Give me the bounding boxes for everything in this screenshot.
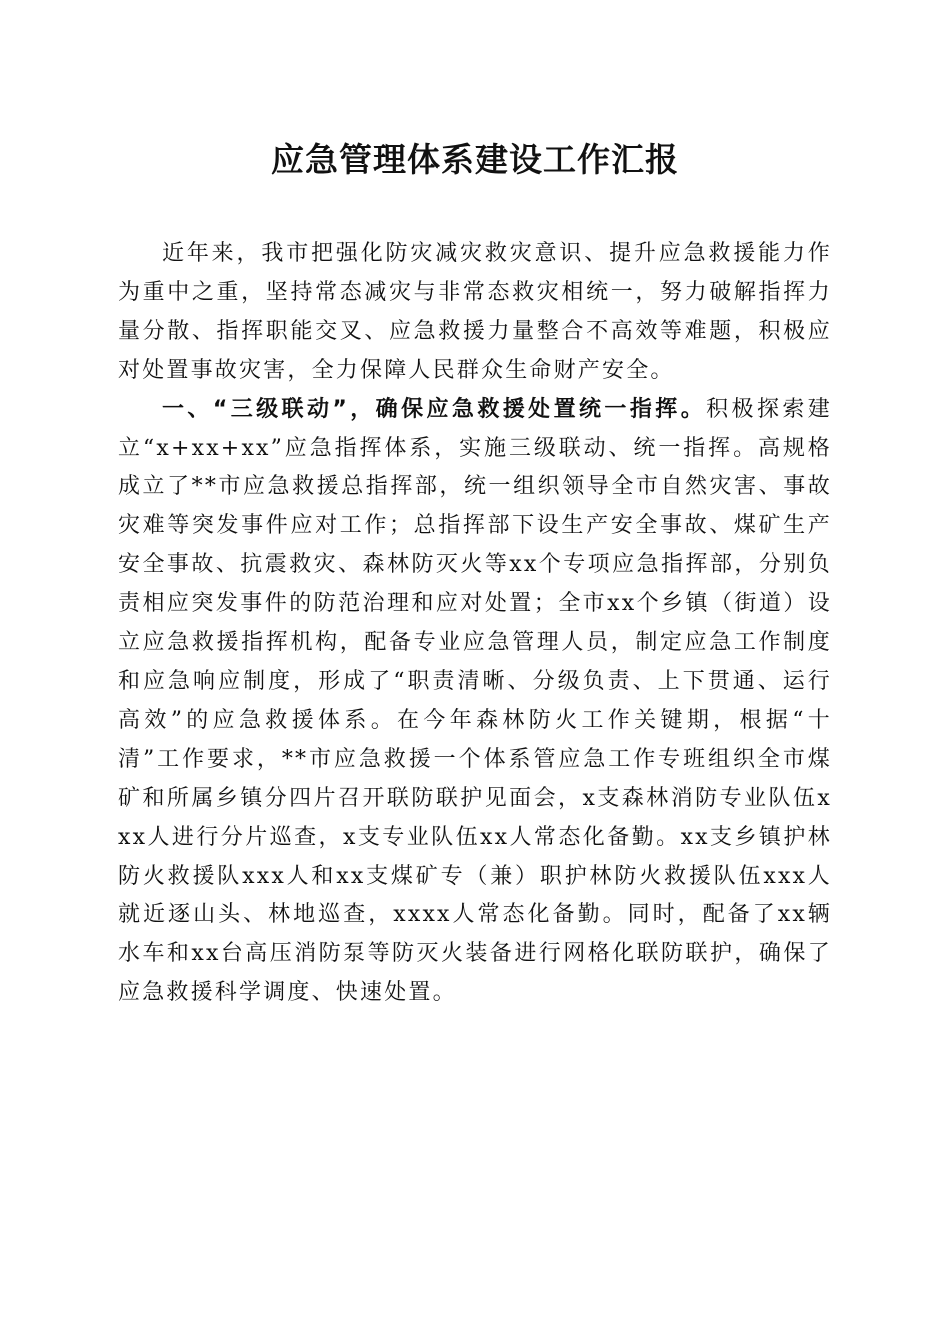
- section-1-heading: 一、“三级联动”，确保应急救援处置统一指挥。: [162, 396, 707, 422]
- document-title: 应急管理体系建设工作汇报: [271, 140, 679, 179]
- section-1-body: 积极探索建立“x+xx+xx”应急指挥体系，实施三级联动、统一指挥。高规格成立了**市应急救援总指挥部，统一组织领导全市自然灾害、事故灾难等突发事件应对工作；总指挥部下设生产安全事故、煤矿生产安全事故、抗震救灾、森林防灭火等xx个专项应急指挥部，分别负责相应突发事件的防范治理和应对处置；全市xx个乡镇（街道）设立应急救援指挥机构，配备专业应急管理人员，制定应急工作制度和应急响应制度，形成了“职责清晰、分级负责、上下贯通、运行高效”的应急救援体系。在今年森林防火工作关键期，根据“十清”工作要求，**市应急救援一个体系管应急工作专班组织全市煤矿和所属乡镇分四片召开联防联护见面会，x支森林消防专业队伍xxx人进行分片巡查，x支专业队伍xx人常态化备勤。xx支乡镇护林防火救援队xxx人和xx支煤矿专（兼）职护林防火救援队伍xxx人就近逐山头、林地巡查，xxxx人常态化备勤。同时，配备了xx辆水车和xx台高压消防泵等防灭火装备进行网格化联防联护，确保了应急救援科学调度、快速处置。: [118, 396, 832, 1006]
- intro-paragraph: 近年来，我市把强化防灾减灾救灾意识、提升应急救援能力作为重中之重，坚持常态减灾与非常态救灾相统一，努力破解指挥力量分散、指挥职能交叉、应急救援力量整合不高效等难题，积极应对处置事故灾害，全力保障人民群众生命财产安全。: [118, 241, 832, 383]
- section-1-paragraph: [118, 391, 832, 1014]
- document-body: [118, 235, 832, 1013]
